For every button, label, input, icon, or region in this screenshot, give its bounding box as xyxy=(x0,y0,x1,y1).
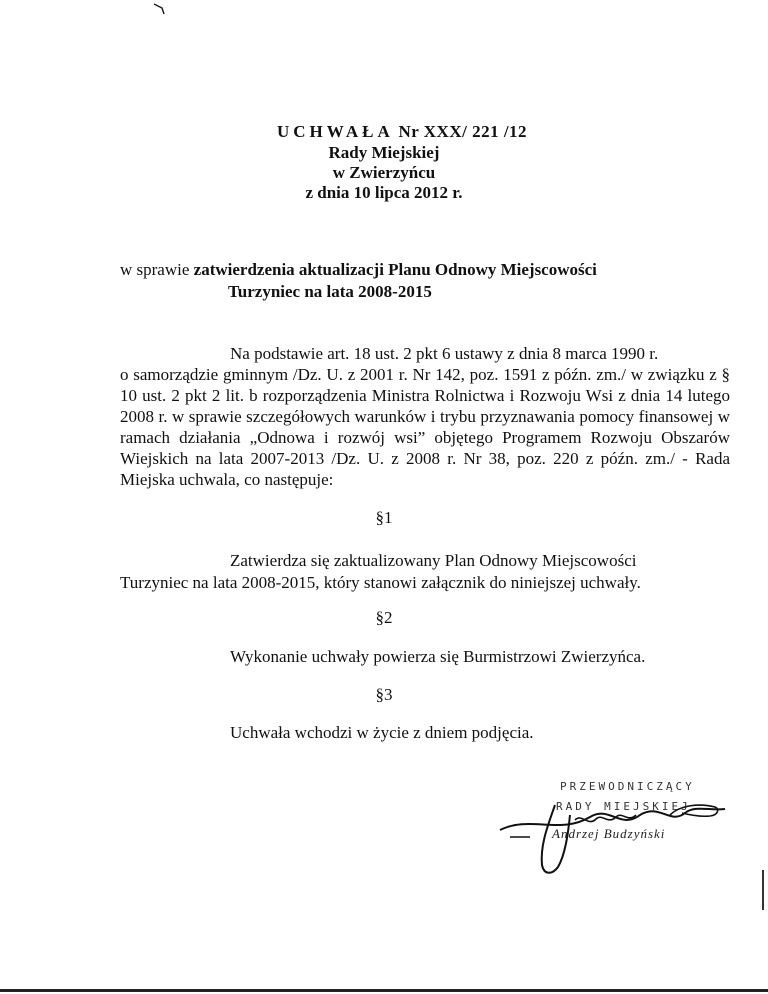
section-1-line-2: Turzyniec na lata 2008-2015, który stanowi załącznik do niniejszej uchwały. xyxy=(120,573,641,592)
section-1-sign: §1 xyxy=(375,508,393,527)
scan-artifact-mark xyxy=(152,0,172,20)
resolution-date: z dnia 10 lipca 2012 r. xyxy=(305,183,463,202)
city-name: w Zwierzyńcu xyxy=(332,163,436,182)
resolution-subject xyxy=(120,259,597,303)
resolution-title xyxy=(18,122,768,142)
scan-bottom-edge xyxy=(0,989,768,992)
section-3-text: Uchwała wchodzi w życie z dniem podjęcia. xyxy=(230,723,534,742)
resolution-title-word: UCHWAŁA xyxy=(276,122,394,141)
resolution-number: Nr XXX/ 221 /12 xyxy=(398,122,528,141)
stamp-title: PRZEWODNICZĄCY xyxy=(560,780,695,793)
legal-basis-rest: o samorządzie gminnym /Dz. U. z 2001 r. Nr 142, poz. 1591 z późn. zm./ w związku z § 10 ust. 2 pkt 2 lit. b rozporządzenia Ministra Rolnictwa i Rozwoju Wsi z dnia 14 lutego 2008 r. w sprawie szczegółowych warunków i trybu przyznawania pomocy finansowej w ramach działania „Odnowa i rozwój wsi” objętego Programem Rozwoju Obszarów Wiejskich na lata 2007-2013 /Dz. U. z 2008 r. Nr 38, poz. 220 z późn. zm./ - Rada Miejska uchwala, co następuje: xyxy=(120,365,730,489)
stamp-subtitle: RADY MIEJSKIEJ xyxy=(556,800,691,813)
council-name: Rady Miejskiej xyxy=(328,143,440,162)
subject-line-2: Turzyniec na lata 2008-2015 xyxy=(228,282,432,301)
handwritten-signature xyxy=(470,775,730,885)
legal-basis-line-1: Na podstawie art. 18 ust. 2 pkt 6 ustawy z dnia 8 marca 1990 r. xyxy=(230,344,659,363)
subject-line-1: zatwierdzenia aktualizacji Planu Odnowy Miejscowości xyxy=(193,260,597,279)
section-2-text: Wykonanie uchwały powierza się Burmistrzowi Zwierzyńca. xyxy=(230,647,646,666)
scan-edge-mark xyxy=(762,870,764,910)
section-1-text xyxy=(120,550,730,594)
stamp-name: Andrzej Budzyński xyxy=(552,826,666,841)
section-2-sign: §2 xyxy=(375,608,393,627)
legal-basis-paragraph xyxy=(120,343,730,490)
subject-prefix: w sprawie xyxy=(120,260,194,279)
section-1-line-1: Zatwierdza się zaktualizowany Plan Odnowy Miejscowości xyxy=(230,551,637,570)
section-3-sign: §3 xyxy=(375,685,393,704)
